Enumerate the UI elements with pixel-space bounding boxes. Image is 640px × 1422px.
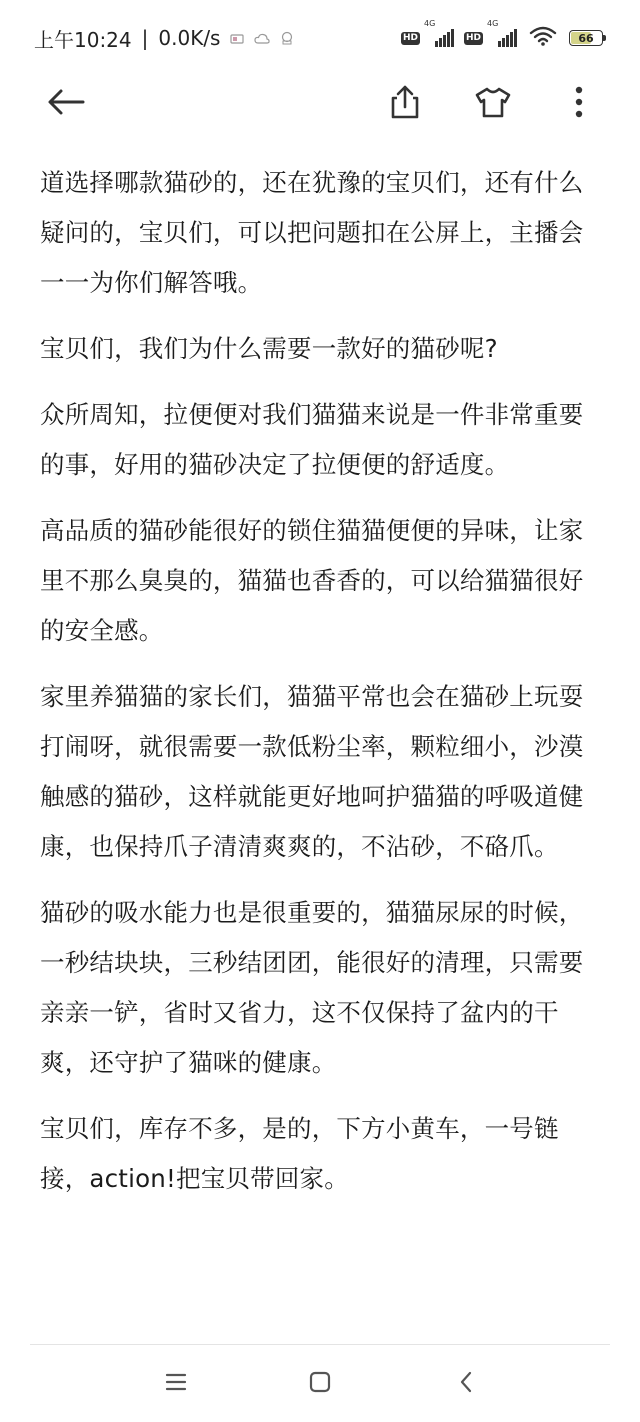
battery-tip [603,35,606,41]
status-bar [0,0,640,76]
share-button[interactable] [381,82,429,126]
status-separator: | [141,26,149,50]
net-speed: 0.0K/s [158,26,221,50]
recent-apps-button[interactable] [161,1369,191,1399]
sim1-signal [423,19,454,47]
paragraph: 高品质的猫砂能很好的锁住猫猫便便的异味，让家里不那么臭臭的，猫猫也香香的，可以给猫猫很好的安全感。 [40,516,584,645]
back-chevron-icon [459,1371,473,1397]
sim2-hd-badge: HD [465,32,481,43]
more-vertical-icon [574,86,584,122]
theme-button[interactable] [469,82,517,126]
battery-indicator [569,30,606,46]
sim2-signal [487,19,517,47]
battery-body [569,30,603,46]
share-icon [388,84,422,124]
paragraph: 宝贝们，我们为什么需要一款好的猫砂呢? [40,334,498,363]
cloud-icon [254,26,270,50]
sim2-net-type: 4G [487,19,499,28]
back-button[interactable] [42,82,90,126]
paragraph: 众所周知，拉便便对我们猫猫来说是一件非常重要的事，好用的猫砂决定了拉便便的舒适度。 [40,400,584,479]
paragraph: 道选择哪款猫砂的，还在犹豫的宝贝们，还有什么疑问的，宝贝们，可以把问题扣在公屏上，主播会一一为你们解答哦。 [40,168,584,297]
status-time: 上午10:24 [34,27,132,52]
paragraph: 宝贝们，库存不多，是的，下方小黄车，一号链接，action!把宝贝带回家。 [40,1114,559,1193]
system-nav-bar [0,1345,640,1422]
battery-level: 66 [578,31,594,45]
notification-icon [230,26,244,50]
sim1-net-type: 4G [423,19,436,28]
wifi-icon [529,26,557,51]
menu-icon [165,1372,187,1396]
paragraph: 猫砂的吸水能力也是很重要的，猫猫尿尿的时候，一秒结块块，三秒结团团，能很好的清理，只需要亲亲一铲，省时又省力，这不仅保持了盆内的干爽，还守护了猫咪的健康。 [40,898,584,1077]
article-body [40,158,605,1220]
home-square-icon [309,1371,331,1397]
top-app-bar [0,76,640,132]
more-button[interactable] [555,82,603,126]
tshirt-icon [474,86,512,122]
status-right [401,19,606,51]
back-arrow-icon [47,88,85,120]
app-icon [280,26,294,50]
paragraph: 家里养猫猫的家长们，猫猫平常也会在猫砂上玩耍打闹呀，就很需要一款低粉尘率，颗粒细小，沙漠触感的猫砂，这样就能更好地呵护猫猫的呼吸道健康，也保持爪子清清爽爽的，不沾砂，不硌爪。 [40,682,584,861]
status-left [34,24,294,53]
home-button[interactable] [305,1369,335,1399]
sim1-hd-badge: HD [402,32,418,43]
system-back-button[interactable] [451,1369,481,1399]
